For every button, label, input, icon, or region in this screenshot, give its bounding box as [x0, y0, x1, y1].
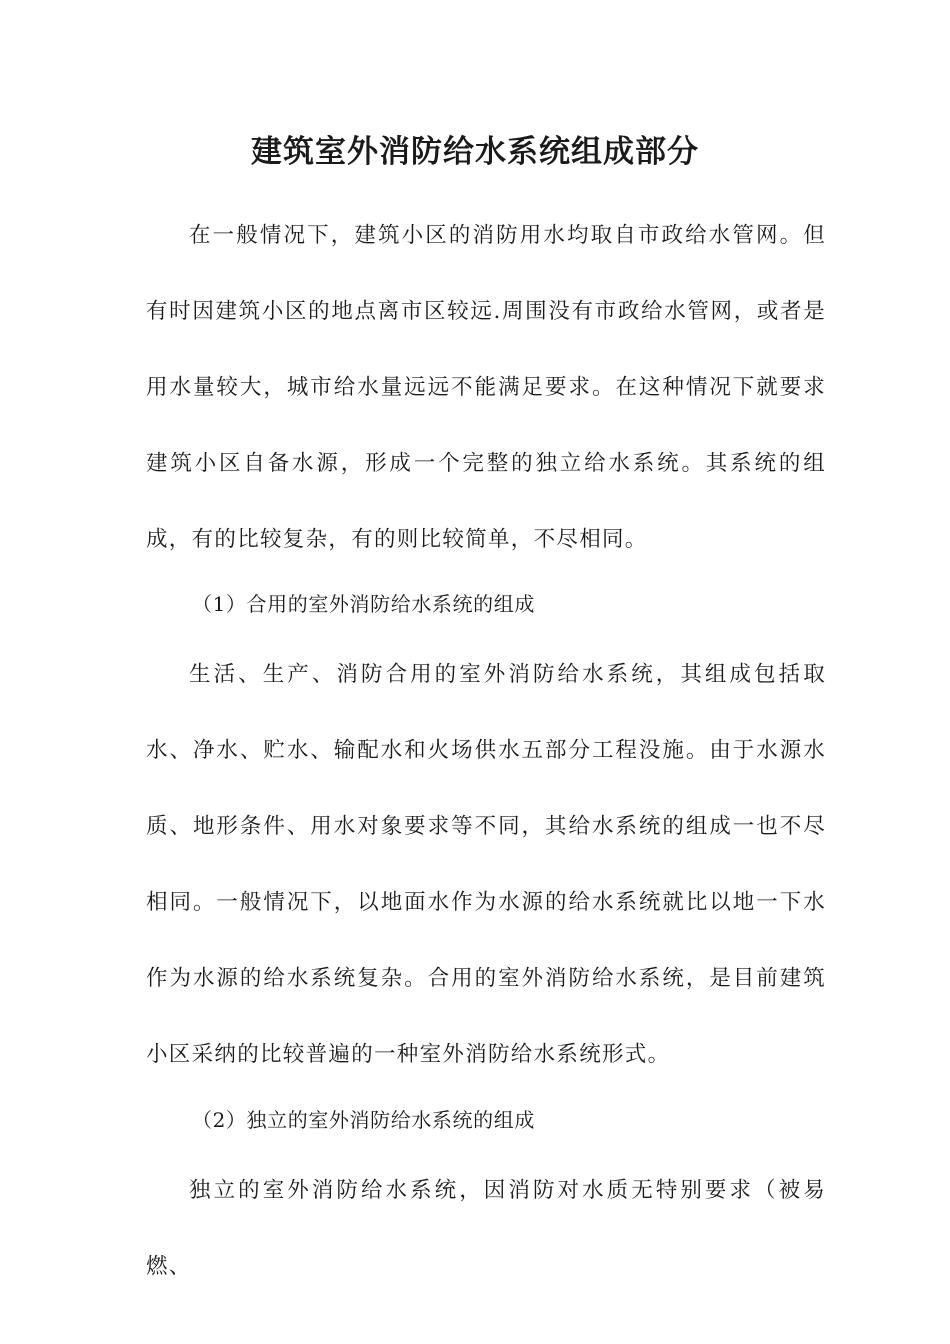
section-heading-independent-system: （2）独立的室外消防给水系统的组成	[192, 1108, 535, 1132]
section-heading-combined-system: （1）合用的室外消防给水系统的组成	[192, 592, 535, 616]
paragraph-combined-system: 生活、生产、消防合用的室外消防给水系统，其组成包括取水、净水、贮水、输配水和火场供水五部分工程没施。由于水源水质、地形条件、用水对象要求等不同，其给水系统的组成一也不尽相同。一般情况下，以地面水作为水源的给水系统就比以地一下水作为水源的给水系统复杂。合用的室外消防给水系统，是目前建筑小区采纳的比较普遍的一种室外消防给水系统形式。	[146, 662, 826, 1067]
document-body	[146, 198, 826, 1305]
paragraph-independent-system: 独立的室外消防给水系统，因消防对水质无特别要求（被易燃、	[146, 1178, 826, 1279]
document-title: 建筑室外消防给水系统组成部分	[251, 134, 699, 170]
paragraph-intro: 在一般情况下，建筑小区的消防用水均取自市政给水管网。但有时因建筑小区的地点离市区较远.周围没有市政给水管网，或者是用水量较大，城市给水量远远不能满足要求。在这种情况下就要求建筑小区自备水源，形成一个完整的独立给水系统。其系统的组成，有的比较复杂，有的则比较简单，不尽相同。	[146, 223, 826, 552]
